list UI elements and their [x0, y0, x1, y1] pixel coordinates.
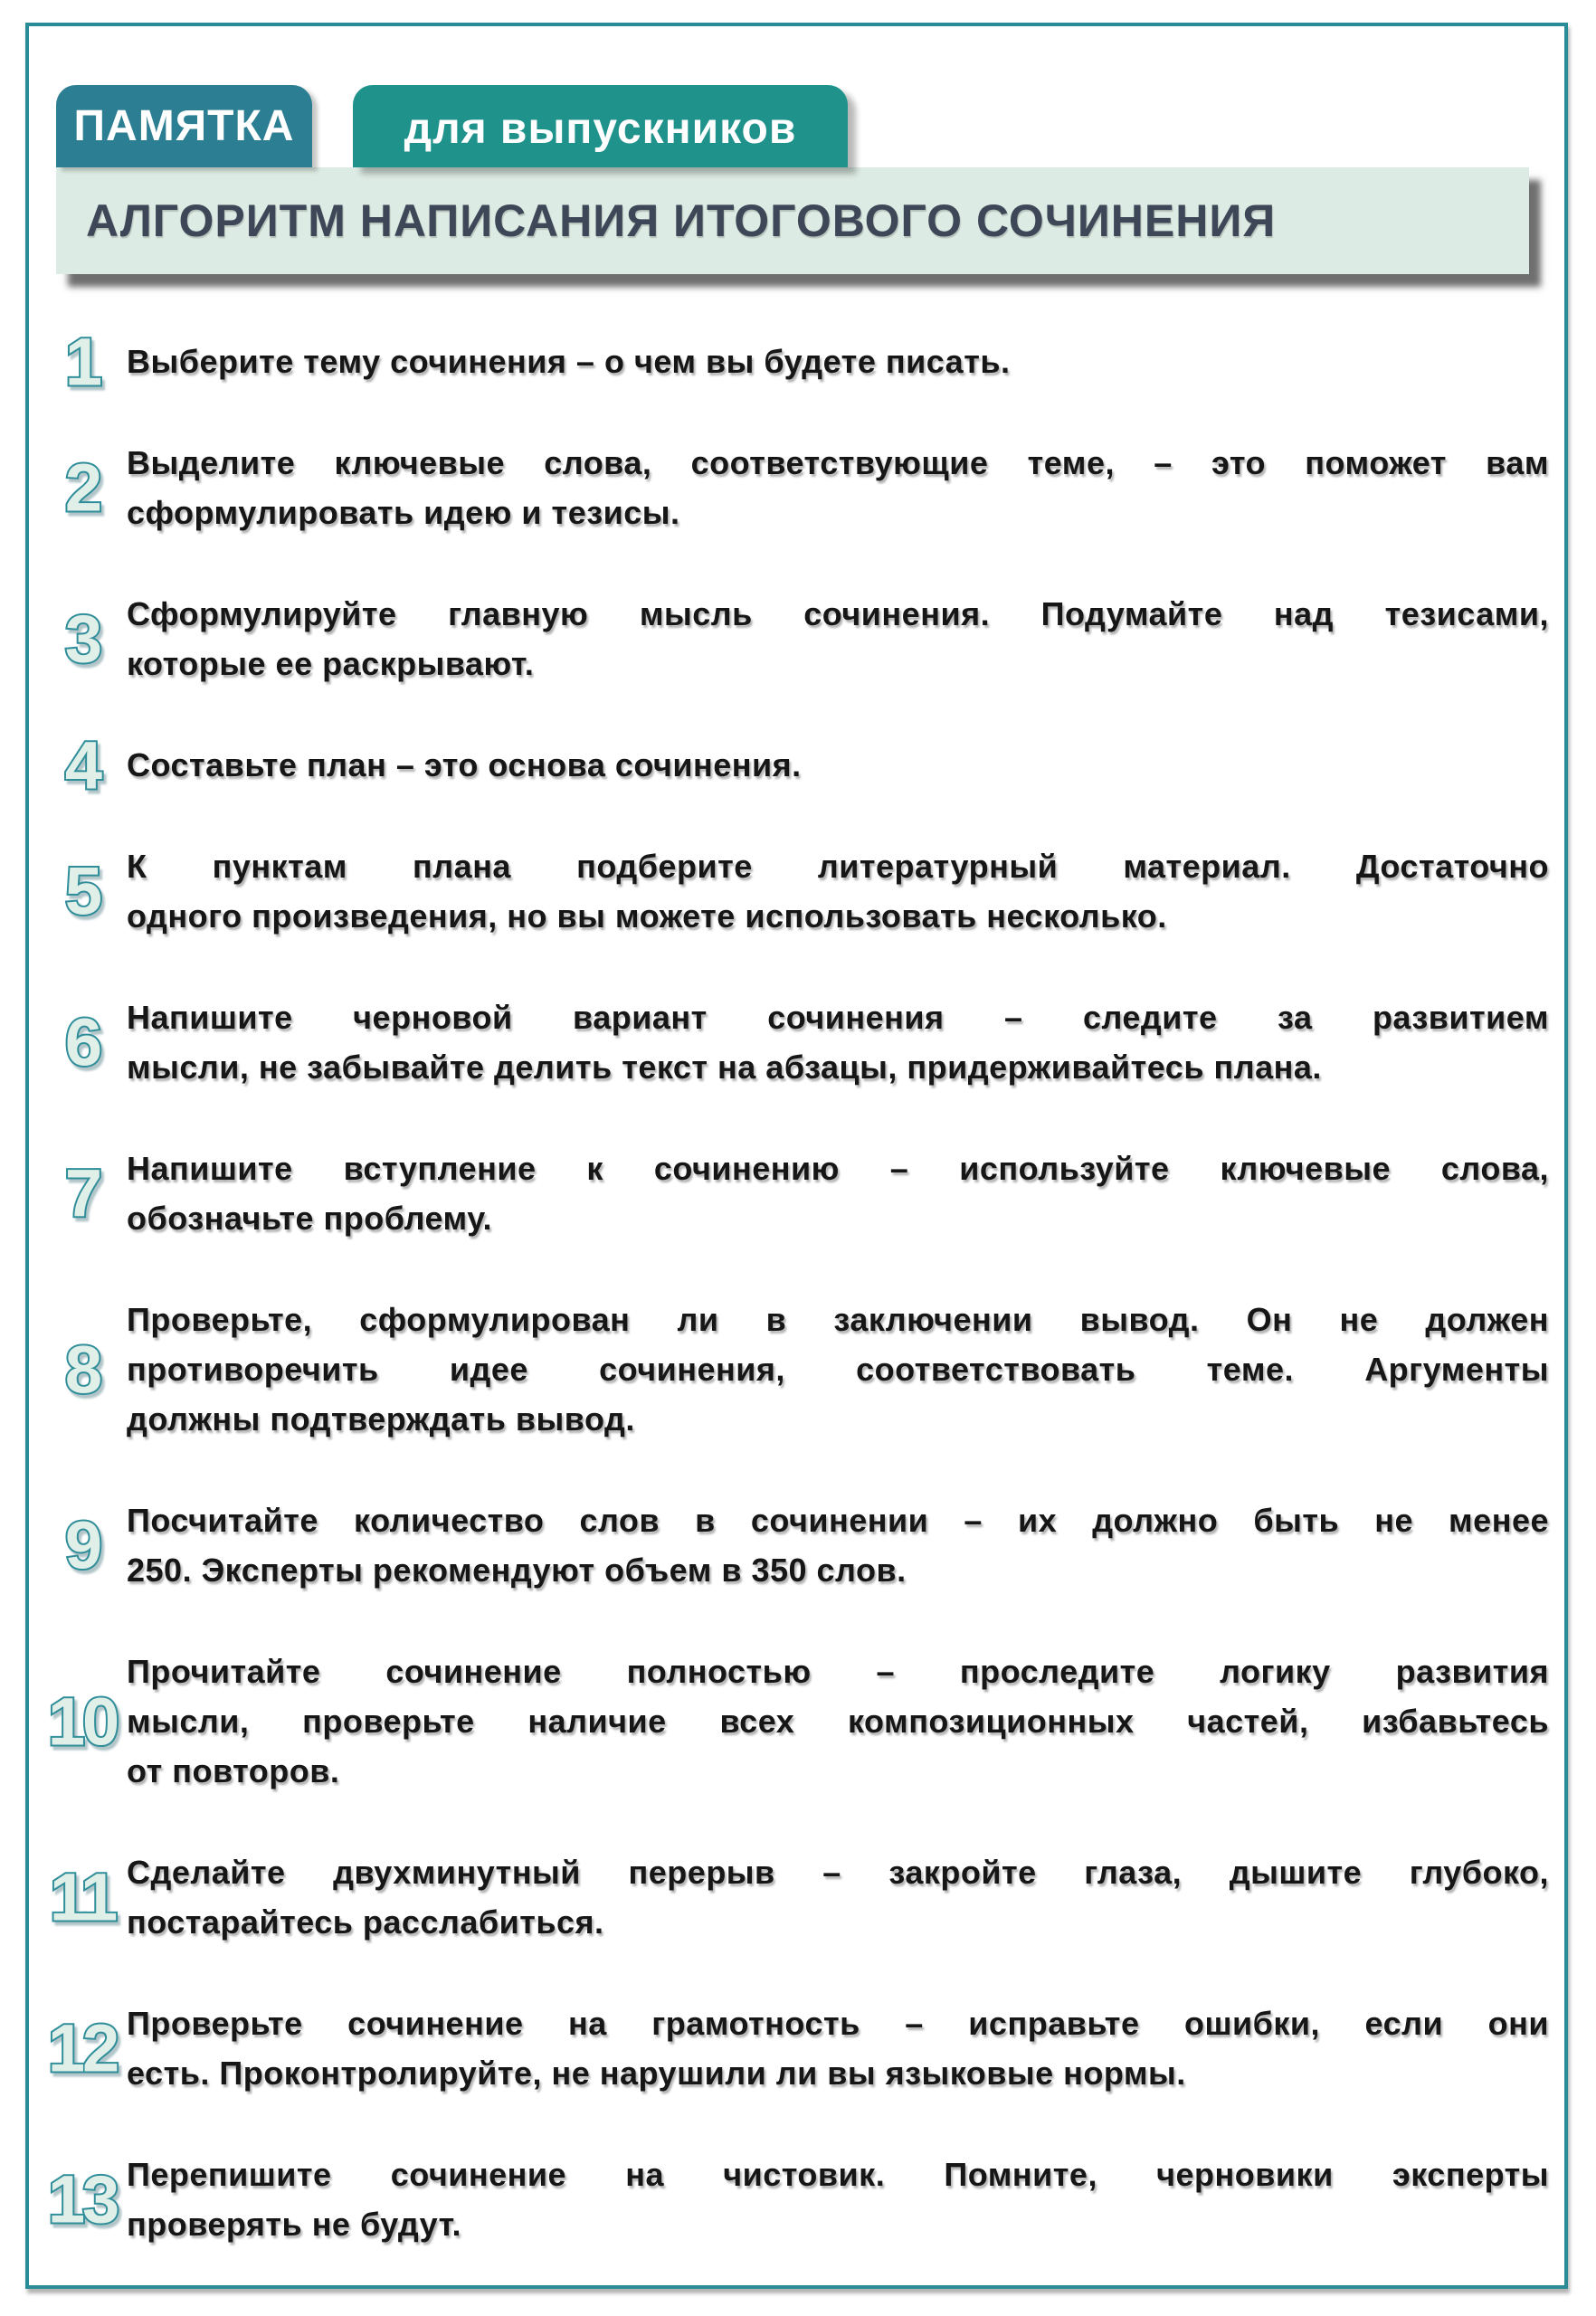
item-text — [127, 1144, 1549, 1243]
item-line: сформулировать идею и тезисы. — [127, 494, 680, 531]
item-number: 4 — [64, 727, 100, 802]
memo-item — [56, 727, 1549, 802]
tab-for-graduates — [353, 85, 848, 167]
item-line: Выберите тему сочинения – о чем вы будете писать. — [127, 343, 1011, 380]
item-line: должны подтверждать вывод. — [127, 1400, 635, 1438]
title-band — [56, 167, 1529, 274]
memo-item — [49, 1847, 1549, 1947]
memo-item — [56, 992, 1549, 1092]
item-line: Прочитайте сочинение полностью – проследите логику развития — [127, 1653, 1549, 1690]
item-line: проверять не будут. — [127, 2206, 462, 2243]
memo-item — [56, 589, 1549, 688]
memo-item — [56, 438, 1549, 537]
tab-for-graduates-label: для выпускников — [404, 105, 797, 153]
item-number: 10 — [47, 1684, 118, 1759]
item-line: обозначьте проблему. — [127, 1200, 493, 1237]
memo-item — [56, 1295, 1549, 1444]
tab-pamyatka-label: ПАМЯТКА — [73, 102, 295, 150]
item-line: противоречить идее сочинения, соответствовать теме. Аргументы — [127, 1351, 1549, 1388]
item-number: 8 — [64, 1332, 100, 1407]
item-line: которые ее раскрывают. — [127, 645, 535, 682]
item-line: Перепишите сочинение на чистовик. Помните, черновики эксперты — [127, 2156, 1549, 2193]
memo-item — [56, 841, 1549, 941]
item-line: Сделайте двухминутный перерыв – закройте глаза, дышите глубоко, — [127, 1854, 1549, 1891]
item-line: от повторов. — [127, 1752, 340, 1789]
item-line: Выделите ключевые слова, соответствующие теме, – это поможет вам — [127, 444, 1549, 481]
item-text — [127, 740, 1549, 790]
item-text — [127, 337, 1549, 386]
item-number: 11 — [49, 1859, 116, 1935]
item-line: Напишите черновой вариант сочинения – следите за развитием — [127, 999, 1549, 1036]
item-line: Напишите вступление к сочинению – используйте ключевые слова, — [127, 1150, 1549, 1187]
item-text — [127, 438, 1549, 537]
item-line: Проверьте сочинение на грамотность – исправьте ошибки, если они — [127, 2005, 1549, 2042]
item-text — [127, 1495, 1549, 1595]
item-text — [127, 1998, 1549, 2098]
item-line: Посчитайте количество слов в сочинении – их должно быть не менее — [127, 1502, 1549, 1539]
memo-item — [56, 324, 1549, 399]
item-number: 12 — [47, 2010, 118, 2086]
item-number: 7 — [64, 1155, 100, 1231]
item-line: Сформулируйте главную мысль сочинения. Подумайте над тезисами, — [127, 595, 1549, 632]
item-text — [127, 2150, 1549, 2249]
item-text — [127, 1847, 1549, 1947]
tab-pamyatka — [56, 85, 312, 167]
item-number: 9 — [64, 1507, 100, 1583]
item-number: 3 — [64, 601, 100, 677]
page-title: АЛГОРИТМ НАПИСАНИЯ ИТОГОВОГО СОЧИНЕНИЯ — [86, 195, 1277, 246]
item-text — [127, 992, 1549, 1092]
memo-item — [56, 1144, 1549, 1243]
item-line: Составьте план – это основа сочинения. — [127, 746, 802, 783]
item-number: 5 — [64, 853, 100, 929]
item-number: 6 — [64, 1004, 100, 1080]
item-line: 250. Эксперты рекомендуют объем в 350 слов. — [127, 1552, 907, 1589]
memo-item — [47, 1647, 1549, 1796]
item-text — [127, 1647, 1549, 1796]
item-number: 13 — [47, 2161, 118, 2237]
item-text — [127, 841, 1549, 941]
memo-item — [47, 1998, 1549, 2098]
item-line: одного произведения, но вы можете использовать несколько. — [127, 897, 1167, 935]
item-line: мысли, проверьте наличие всех композиционных частей, избавьтесь — [127, 1703, 1549, 1740]
item-text — [127, 1295, 1549, 1444]
item-line: есть. Проконтролируйте, не нарушили ли вы языковые нормы. — [127, 2055, 1186, 2092]
item-line: постарайтесь расслабиться. — [127, 1903, 604, 1941]
memo-item — [56, 1495, 1549, 1595]
memo-item — [47, 2150, 1549, 2249]
item-number: 1 — [64, 324, 100, 399]
item-line: мысли, не забывайте делить текст на абзацы, придерживайтесь плана. — [127, 1049, 1322, 1086]
item-line: К пунктам плана подберите литературный материал. Достаточно — [127, 848, 1549, 885]
memo-list — [47, 324, 1549, 2249]
item-text — [127, 589, 1549, 688]
item-line: Проверьте, сформулирован ли в заключении вывод. Он не должен — [127, 1301, 1549, 1338]
item-number: 2 — [64, 450, 100, 526]
